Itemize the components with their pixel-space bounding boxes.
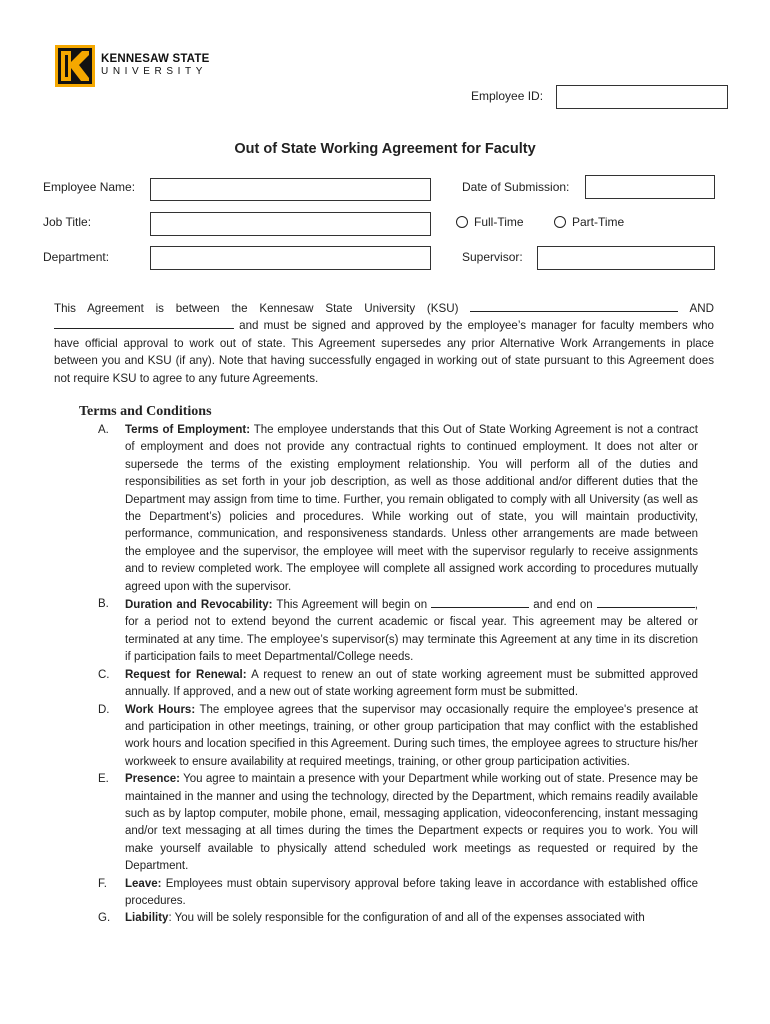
term-letter: B. — [98, 598, 109, 611]
employee-name-label: Employee Name: — [43, 180, 136, 194]
supervisor-field[interactable] — [537, 246, 715, 270]
university-logo-mark — [55, 45, 95, 87]
part-time-label: Part-Time — [572, 215, 625, 229]
job-title-label: Job Title: — [43, 215, 92, 229]
supervisor-label: Supervisor: — [462, 250, 523, 264]
term-text: You agree to maintain a presence with your Department while working out of state. Presence may be maintained in the manner and using the technology, directed by the Department, which remains readily available such as by laptop computer, mobile phone, email, messaging application, videoconferencing, instant messaging and/or text messaging at all times during the times the Department expects or requires you to work. You will make yourself available to physically attend scheduled work meetings as requested or required by the Department. — [125, 773, 698, 873]
term-letter: D. — [98, 703, 110, 716]
job-title-field[interactable] — [150, 212, 431, 236]
page-title: Out of State Working Agreement for Faculty — [234, 141, 536, 157]
term-letter: C. — [98, 668, 110, 681]
term-letter: A. — [98, 424, 109, 436]
begin-date-blank[interactable] — [431, 596, 529, 608]
intro-text-and: AND — [689, 302, 714, 315]
term-text: , for a period not to extend beyond the current academic or fiscal year. This agreement may be altered or terminated at any time. The employee’s supervisor(s) may terminate this Agreement at any time in its discretion if participation fails to meet Departmental/College needs. — [125, 599, 698, 664]
term-item-b — [98, 596, 698, 667]
department-label: Department: — [43, 250, 110, 264]
terms-list — [98, 422, 698, 928]
intro-text-part3: and must be signed and approved by the employee’s manager for faculty members who have official approval to work out of state. This Agreement supersedes any prior Alternative Work Arrangements in place between you and KSU (if any). Note that having successfully engaged in working out of state pursuant to this Agreement does not require KSU to agree to any future Agreements. — [54, 319, 714, 385]
term-item-d — [98, 702, 698, 772]
employee-name-field[interactable] — [150, 178, 431, 201]
department-field[interactable] — [150, 246, 431, 270]
term-title: Presence: — [125, 773, 180, 786]
term-item-e — [98, 771, 698, 875]
intro-text-part1: This Agreement is between the Kennesaw State University (KSU) — [54, 302, 459, 315]
end-date-blank[interactable] — [597, 596, 695, 608]
term-text: A request to renew an out of state working agreement must be submitted approved annually. If approved, and a new out of state working agreement form must be submitted. — [125, 668, 698, 699]
employee-id-label: Employee ID: — [471, 89, 544, 103]
term-text: The employee understands that this Out of State Working Agreement is not a contract of employment and does not provide any contractual rights to continued employment. It does not alter or supersede the terms of the existing employment relationship. You will perform all of the duties and responsibilities as set forth in your job description, as well as those additional and/or different duties that the Department may assign from time to time. Further, you remain obligated to comply with all University (as well as the Department’s) policies and procedures. While working out of state, you will maintain productivity, performance, communication, and responsiveness standards. Unless other arrangements are made between the employee and the supervisor, the employee will meet with the supervisor regularly to receive assignments and to review completed work. The employee will complete all assigned work according to procedures mutually agreed upon with the supervisor. — [125, 424, 698, 593]
term-title: Work Hours: — [125, 703, 196, 716]
logo-text-university: UNIVERSITY — [101, 66, 208, 77]
term-title: Request for Renewal: — [125, 668, 247, 681]
full-time-radio[interactable] — [456, 216, 468, 228]
term-text: This Agreement will begin on — [272, 599, 432, 612]
terms-heading: Terms and Conditions — [79, 404, 212, 419]
term-letter: G. — [98, 912, 111, 925]
intro-paragraph — [54, 300, 714, 387]
term-item-g — [98, 910, 698, 927]
term-item-f — [98, 876, 698, 911]
term-letter: E. — [98, 773, 109, 786]
term-text: : You will be solely responsible for the configuration of and all of the expenses associated with — [168, 912, 645, 925]
term-title: Leave: — [125, 877, 162, 890]
term-text: and end on — [529, 599, 597, 612]
term-letter: F. — [98, 877, 107, 890]
term-text: The employee agrees that the supervisor may occasionally require the employee's presence at and participation in other meetings, training, or other group participation that may conflict with the established work hours and location specified in this Agreement. During such times, the employee agrees to structure his/her workweek to ensure availability at required meetings, training, or other group participation activities. — [125, 703, 699, 768]
logo-text-kennesaw-state: KENNESAW STATE — [101, 53, 210, 65]
date-of-submission-label: Date of Submission: — [462, 180, 570, 194]
employee-id-field[interactable] — [556, 85, 728, 109]
term-title: Liability — [125, 912, 169, 925]
term-item-a — [98, 422, 698, 596]
term-title: Duration and Revocability: — [125, 599, 273, 612]
term-item-c — [98, 667, 698, 702]
intro-party-blank[interactable] — [470, 300, 678, 312]
full-time-label: Full-Time — [474, 215, 524, 229]
intro-employee-blank[interactable] — [54, 317, 234, 329]
date-of-submission-field[interactable] — [585, 175, 715, 199]
part-time-radio[interactable] — [554, 216, 566, 228]
term-title: Terms of Employment: — [125, 424, 251, 436]
term-text: Employees must obtain supervisory approval before taking leave in accordance with established office procedures. — [125, 877, 698, 907]
